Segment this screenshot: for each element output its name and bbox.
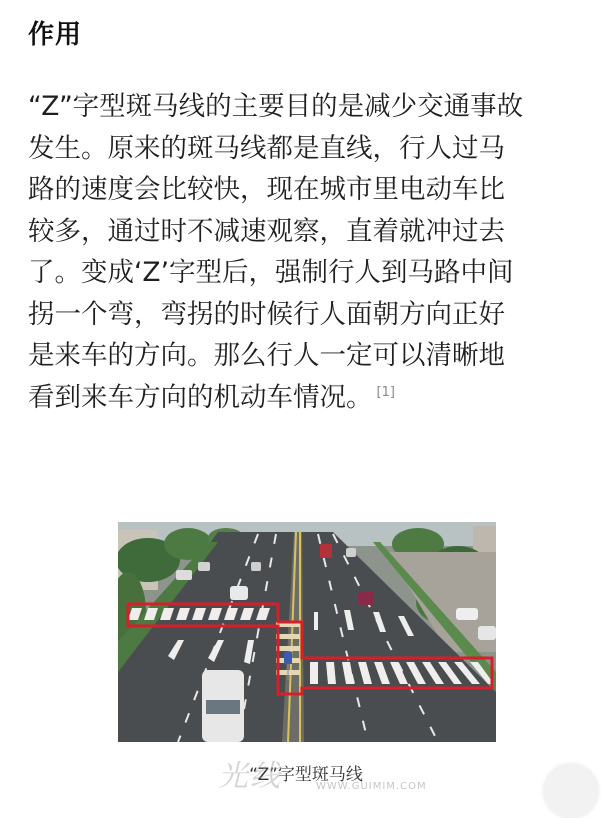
paragraph-line: “Z”字型斑马线的主要目的是减少交通事故 — [28, 91, 524, 122]
watermark-logo: 光线 — [218, 759, 282, 794]
paragraph-line-text: 看到来车方向的机动车情况。 — [28, 381, 373, 413]
article-paragraph — [28, 86, 588, 418]
paragraph-line: 路的速度会比较快，现在城市里电动车比 — [28, 174, 505, 205]
floating-action-button[interactable] — [544, 764, 598, 818]
figure-caption: “Z”字型斑马线 — [249, 765, 363, 785]
reference-link[interactable]: [1] — [376, 384, 395, 400]
paragraph-line: 是来车的方向。那么行人一定可以清晰地 — [28, 340, 505, 371]
paragraph-line: 较多，通过时不减速观察，直着就冲过去 — [28, 215, 505, 247]
zebra-crossing-photo[interactable] — [118, 522, 496, 742]
paragraph-line-last — [28, 377, 588, 419]
section-heading: 作用 — [28, 20, 83, 50]
paragraph-line: 拐一个弯，弯拐的时候行人面朝方向正好 — [28, 298, 505, 330]
paragraph-line: 发生。原来的斑马线都是直线，行人过马 — [28, 132, 505, 164]
paragraph-line: 了。变成‘Z’字型后，强制行人到马路中间 — [28, 257, 514, 288]
watermark-url: WWW.GUIMIM.COM — [316, 781, 427, 792]
